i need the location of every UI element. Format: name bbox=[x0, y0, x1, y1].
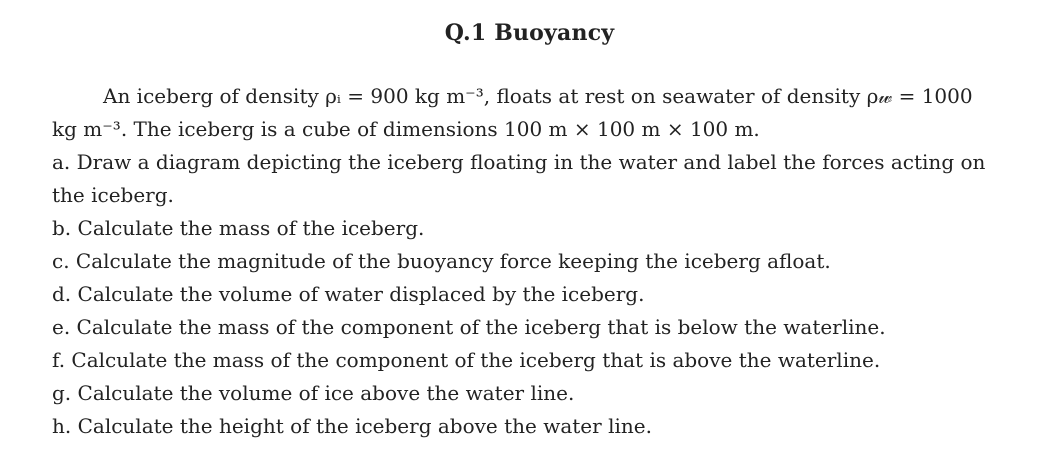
item-c: c. Calculate the magnitude of the buoyancy force keeping the iceberg afloat. bbox=[52, 249, 831, 273]
item-a-line-1: a. Draw a diagram depicting the iceberg floating in the water and label the forces acting on bbox=[52, 150, 986, 174]
question-title: Q.1 Buoyancy bbox=[444, 20, 615, 46]
item-d: d. Calculate the volume of water displaced by the iceberg. bbox=[52, 282, 645, 306]
item-g: g. Calculate the volume of ice above the water line. bbox=[52, 381, 575, 405]
item-b: b. Calculate the mass of the iceberg. bbox=[52, 216, 425, 240]
item-h: h. Calculate the height of the iceberg above the water line. bbox=[52, 414, 652, 438]
item-a-line-2: the iceberg. bbox=[52, 183, 174, 207]
intro-line-1: An iceberg of density ρᵢ = 900 kg m⁻³, floats at rest on seawater of density ρ𝓌 = 1000 bbox=[103, 84, 973, 108]
item-e: e. Calculate the mass of the component of the iceberg that is below the waterline. bbox=[52, 315, 886, 339]
item-f: f. Calculate the mass of the component of the iceberg that is above the waterline. bbox=[52, 348, 881, 372]
intro-line-2: kg m⁻³. The iceberg is a cube of dimensions 100 m × 100 m × 100 m. bbox=[52, 117, 760, 141]
